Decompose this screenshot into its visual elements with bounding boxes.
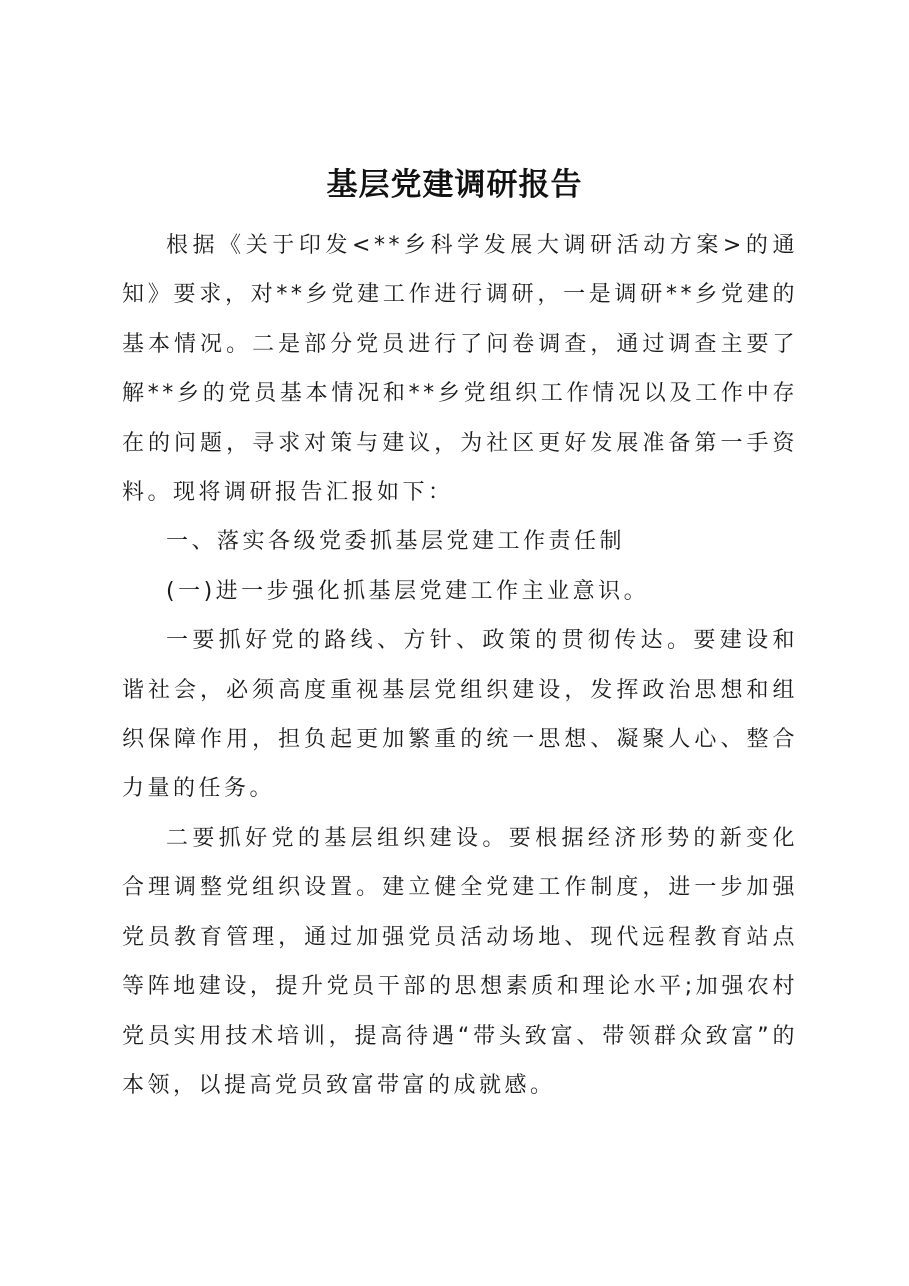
- paragraph-point-1: 一要抓好党的路线、方针、政策的贯彻传达。要建设和谐社会，必须高度重视基层党组织建设，发挥政治思想和组织保障作用，担负起更加繁重的统一思想、凝聚人心、整合力量的任务。: [122, 628, 798, 802]
- document-title: 基层党建调研报告: [326, 167, 583, 203]
- document-body: [122, 221, 798, 1110]
- subsection-heading-1: (一)进一步强化抓基层党建工作主业意识。: [166, 578, 650, 604]
- section-heading-1: 一、落实各级党委抓基层党建工作责任制: [166, 529, 626, 555]
- paragraph-intro: 根据《关于印发<**乡科学发展大调研活动方案>的通知》要求，对**乡党建工作进行调研，一是调研**乡党建的基本情况。二是部分党员进行了问卷调查，通过调查主要了解**乡的党员基本情况和**乡党组织工作情况以及工作中存在的问题，寻求对策与建议，为社区更好发展准备第一手资料。现将调研报告汇报如下：: [122, 233, 798, 506]
- paragraph-point-2: 二要抓好党的基层组织建设。要根据经济形势的新变化合理调整党组织设置。建立健全党建工作制度，进一步加强党员教育管理，通过加强党员活动场地、现代远程教育站点等阵地建设，提升党员干部的思想素质和理论水平;加强农村党员实用技术培训，提高待遇“带头致富、带领群众致富”的本领，以提高党员致富带富的成就感。: [122, 825, 798, 1098]
